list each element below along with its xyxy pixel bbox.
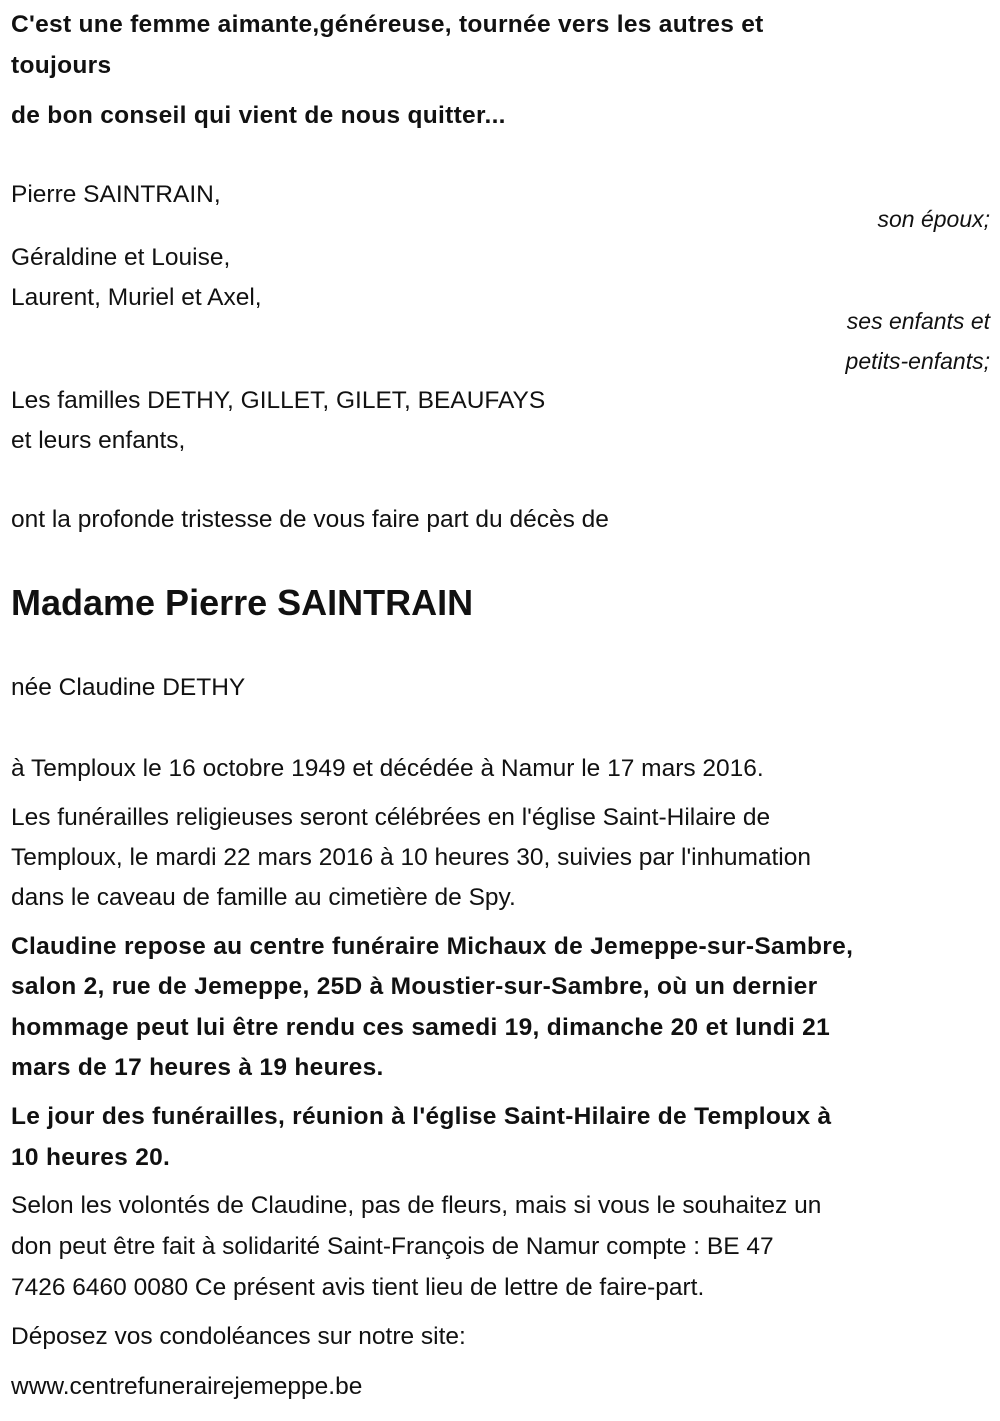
children-line: Géraldine et Louise, — [11, 244, 231, 271]
condolences-text: Déposez vos condoléances sur notre site: — [11, 1323, 466, 1350]
deceased-name: Madame Pierre SAINTRAIN — [11, 582, 474, 623]
funeral-line: dans le caveau de famille au cimetière de Spy. — [11, 884, 516, 911]
viewing-line: Claudine repose au centre funéraire Michaux de Jemeppe-sur-Sambre, — [11, 933, 854, 960]
funeral-line: Temploux, le mardi 22 mars 2016 à 10 heures 30, suivies par l'inhumation — [11, 844, 811, 871]
birth-death: à Temploux le 16 octobre 1949 et décédée à Namur le 17 mars 2016. — [11, 755, 764, 782]
meeting-line: Le jour des funérailles, réunion à l'église Saint-Hilaire de Temploux à — [11, 1103, 832, 1130]
children-role: ses enfants et — [846, 308, 990, 334]
families-line: et leurs enfants, — [11, 427, 186, 454]
epigraph-line: toujours — [11, 52, 112, 79]
viewing-line: hommage peut lui être rendu ces samedi 19, dimanche 20 et lundi 21 — [11, 1014, 831, 1041]
viewing-line: salon 2, rue de Jemeppe, 25D à Moustier-sur-Sambre, où un dernier — [11, 973, 818, 1000]
website-link[interactable]: www.centrefunerairejemeppe.be — [11, 1373, 363, 1400]
maiden-name: née Claudine DETHY — [11, 674, 246, 701]
wishes-line: Selon les volontés de Claudine, pas de fleurs, mais si vous le souhaitez un — [11, 1192, 822, 1219]
funeral-line: Les funérailles religieuses seront célébrées en l'église Saint-Hilaire de — [11, 804, 771, 831]
families-line: Les familles DETHY, GILLET, GILET, BEAUFAYS — [11, 387, 546, 414]
epigraph-line: C'est une femme aimante,généreuse, tournée vers les autres et — [11, 11, 764, 38]
wishes-line: 7426 6460 0080 Ce présent avis tient lieu de lettre de faire-part. — [11, 1274, 705, 1301]
children-role: petits-enfants; — [845, 348, 990, 374]
announcement: ont la profonde tristesse de vous faire part du décès de — [11, 506, 609, 533]
viewing-line: mars de 17 heures à 19 heures. — [11, 1054, 384, 1081]
spouse-name: Pierre SAINTRAIN, — [11, 181, 221, 208]
spouse-role: son époux; — [877, 206, 990, 232]
epigraph-line: de bon conseil qui vient de nous quitter... — [11, 102, 506, 129]
wishes-line: don peut être fait à solidarité Saint-François de Namur compte : BE 47 — [11, 1233, 774, 1260]
children-line: Laurent, Muriel et Axel, — [11, 284, 262, 311]
meeting-line: 10 heures 20. — [11, 1144, 171, 1171]
